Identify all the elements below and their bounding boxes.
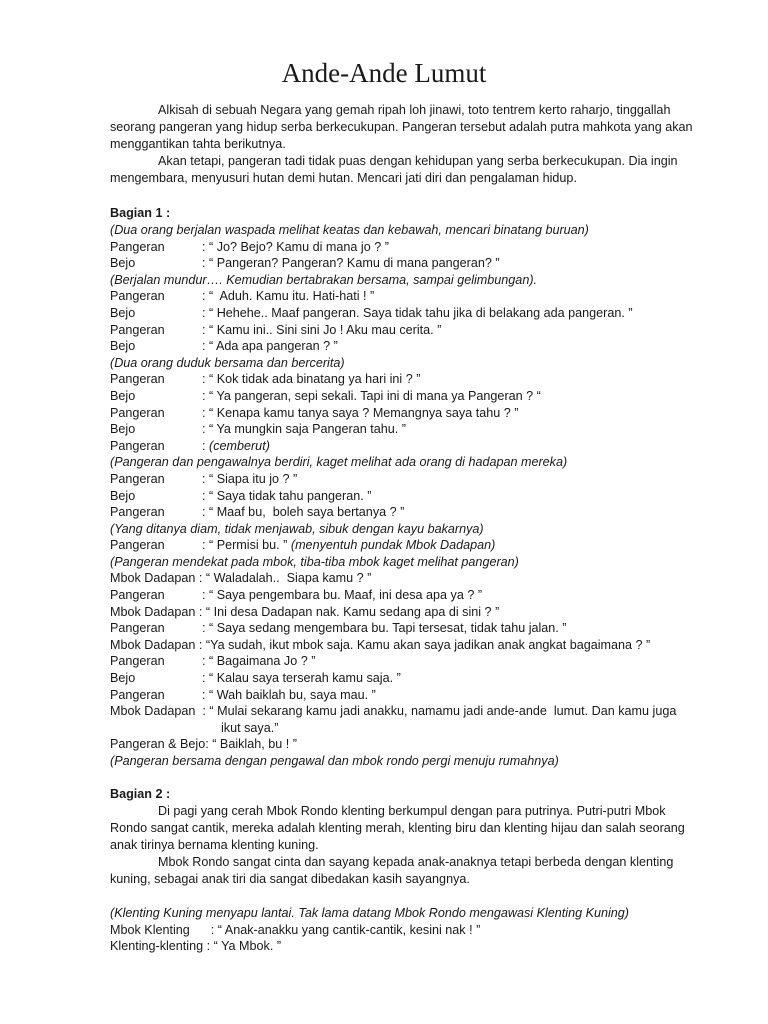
section-heading: Bagian 2 : [110,787,171,801]
stage-direction: (Pangeran mendekat pada mbok, tiba-tiba mbok kaget melihat pangeran) [110,554,519,569]
speaker-name: Pangeran [110,538,165,553]
dialogue-text: : “ Kok tidak ada binatang ya hari ini ? ” [202,372,421,387]
dialogue-text: : “ Hehehe.. Maaf pangeran. Saya tidak tahu jika di belakang ada pangeran. ” [202,305,633,320]
dialogue-line [110,239,700,256]
intro-paragraph-2: Akan tetapi, pangeran tadi tidak puas dengan kehidupan yang serba berkecukupan. Dia ingin mengembara, menyusuri hutan demi hutan. Mencari jati diri dan pengalaman hidup. [110,154,678,185]
dialogue-text: : “ Waladalah.. Siapa kamu ? ” [195,571,372,586]
speaker-name: Pangeran [110,654,165,669]
dialogue-text: : “Ya sudah, ikut mbok saja. Kamu akan saya jadikan anak angkat bagaimana ? ” [195,637,651,652]
speaker-name: Pangeran [110,588,165,603]
stage-direction: (Berjalan mundur…. Kemudian bertabrakan bersama, sampai gelimbungan). [110,272,538,287]
dialogue-text: : “ Permisi bu. ” [202,538,291,553]
section-heading: Bagian 1 : [110,206,171,220]
dialogue-line [110,670,700,687]
dialogue-line [110,405,700,422]
dialogue-line [110,687,700,704]
intro-section [110,102,700,187]
dialogue-list [110,222,700,770]
speaker-name: Bejo [110,305,136,320]
dialogue-text: : “ Aduh. Kamu itu. Hati-hati ! ” [202,289,375,304]
speaker-name: Bejo [110,422,136,437]
dialogue-line [110,653,700,670]
speaker-name: Pangeran [110,621,165,636]
dialogue-text: : “ Ini desa Dadapan nak. Kamu sedang apa di sini ? ” [195,604,500,619]
speaker-name: Bejo [110,339,136,354]
speaker-name: Mbok Dadapan [110,637,196,652]
stage-direction: (Yang ditanya diam, tidak menjawab, sibuk dengan kayu bakarnya) [110,521,484,536]
dialogue-text: : “ Ada apa pangeran ? ” [202,339,338,354]
dialogue-text: : “ Ya pangeran, sepi sekali. Tapi ini di mana ya Pangeran ? “ [202,388,541,403]
speaker-name: Pangeran [110,322,165,337]
dialogue-line [110,371,700,388]
dialogue-text: : “ Baiklah, bu ! ” [205,737,297,752]
speaker-name: Bejo [110,256,136,271]
stage-direction: (Klenting Kuning menyapu lantai. Tak lama datang Mbok Rondo mengawasi Klenting Kuning) [110,906,629,920]
dialogue-line [110,637,700,654]
dialogue-text: : “ Anak-anakku yang cantik-cantik, kesini nak ! ” [189,922,481,937]
speaker-name: Mbok Dadapan [110,604,196,619]
dialogue-line [110,305,700,322]
speaker-name: Mbok Dadapan [110,571,196,586]
dialogue-line [110,537,700,554]
speaker-name: Pangeran [110,438,165,453]
stage-direction: (Pangeran dan pengawalnya berdiri, kaget melihat ada orang di hadapan mereka) [110,455,568,470]
dialogue-line [110,421,700,438]
speaker-name: Bejo [110,671,136,686]
dialogue-text: : “ Saya pengembara bu. Maaf, ini desa apa ya ? ” [202,588,483,603]
dialogue-text: : “ Ya mungkin saja Pangeran tahu. ” [202,422,406,437]
dialogue-text: : “ Maaf bu, boleh saya bertanya ? ” [202,505,405,520]
dialogue-text: : “ Siapa itu jo ? ” [202,471,298,486]
dialogue-line [110,471,700,488]
narrative-paragraph-2: Mbok Rondo sangat cinta dan sayang kepada anak-anaknya tetapi berbeda dengan klenting kuning, sebagai anak tiri dia sangat dibedakan kasih sayangnya. [110,855,674,886]
dialogue-line [110,736,700,753]
dialogue-text: : “ Ya Mbok. ” [203,939,282,954]
narrative-paragraph-1: Di pagi yang cerah Mbok Rondo klenting berkumpul dengan para putrinya. Putri-putri Mbok Rondo sangat cantik, mereka adalah klenting merah, klenting biru dan klenting hijau dan salah seorang anak tirinya bernama klenting kuning. [110,804,685,852]
page-title: Ande-Ande Lumut [281,58,487,88]
speaker-name: Mbok Dadapan [110,704,196,719]
dialogue-line [110,570,700,587]
dialogue-text: : “ Jo? Bejo? Kamu di mana jo ? ” [202,239,389,254]
dialogue-line [110,504,700,521]
dialogue-text: : “ Kenapa kamu tanya saya ? Memangnya saya tahu ? ” [202,405,519,420]
inline-stage-direction: (menyentuh pundak Mbok Dadapan) [290,538,496,553]
intro-paragraph-1: Alkisah di sebuah Negara yang gemah ripah loh jinawi, toto tentrem kerto raharjo, tinggallah seorang pangeran yang hidup serba berkecukupan. Pangeran tersebut adalah putra mahkota yang akan menggantikan tahta berikutnya. [110,103,693,151]
speaker-name: Pangeran [110,405,165,420]
dialogue-line [110,488,700,505]
dialogue-text: : “ Kamu ini.. Sini sini Jo ! Aku mau cerita. ” [202,322,442,337]
dialogue-text: : “ Kalau saya terserah kamu saja. ” [202,671,401,686]
dialogue-line [110,288,700,305]
bagian-1-section [110,205,700,770]
stage-direction: (Pangeran bersama dengan pengawal dan mbok rondo pergi menuju rumahnya) [110,754,559,768]
dialogue-line [110,703,700,736]
speaker-name: Pangeran [110,687,165,702]
dialogue-text: : [202,438,209,453]
speaker-name: Pangeran [110,505,165,520]
speaker-name: Pangeran [110,289,165,304]
dialogue-text: : “ Pangeran? Pangeran? Kamu di mana pangeran? ” [202,256,500,271]
dialogue-continuation: ikut saya.” [221,720,279,735]
dialogue-text: : “ Wah baiklah bu, saya mau. ” [202,687,376,702]
dialogue-line [110,255,700,272]
speaker-name: Pangeran [110,372,165,387]
dialogue-line [110,338,700,355]
bagian-2-section [110,786,700,955]
dialogue-list [110,905,700,955]
dialogue-text: : “ Mulai sekarang kamu jadi anakku, namamu jadi ande-ande lumut. Dan kamu juga [195,704,677,719]
dialogue-line [110,922,700,939]
dialogue-line [110,322,700,339]
speaker-name: Klenting-klenting [110,939,204,954]
dialogue-line [110,438,700,455]
dialogue-line [110,620,700,637]
speaker-name: Pangeran [110,471,165,486]
dialogue-line [110,938,700,955]
speaker-name: Bejo [110,388,136,403]
speaker-name: Pangeran [110,239,165,254]
dialogue-text: : “ Bagaimana Jo ? ” [202,654,316,669]
dialogue-text: : “ Saya tidak tahu pangeran. ” [202,488,372,503]
dialogue-line [110,587,700,604]
speaker-name: Bejo [110,488,136,503]
dialogue-text: : “ Saya sedang mengembara bu. Tapi tersesat, tidak tahu jalan. ” [202,621,567,636]
speaker-name: Pangeran & Bejo [110,737,206,752]
dialogue-line [110,604,700,621]
stage-direction: (Dua orang duduk bersama dan bercerita) [110,355,345,370]
speaker-name: Mbok Klenting [110,922,190,937]
dialogue-line [110,388,700,405]
inline-stage-direction: (cemberut) [209,438,270,453]
stage-direction: (Dua orang berjalan waspada melihat keatas dan kebawah, mencari binatang buruan) [110,223,589,237]
